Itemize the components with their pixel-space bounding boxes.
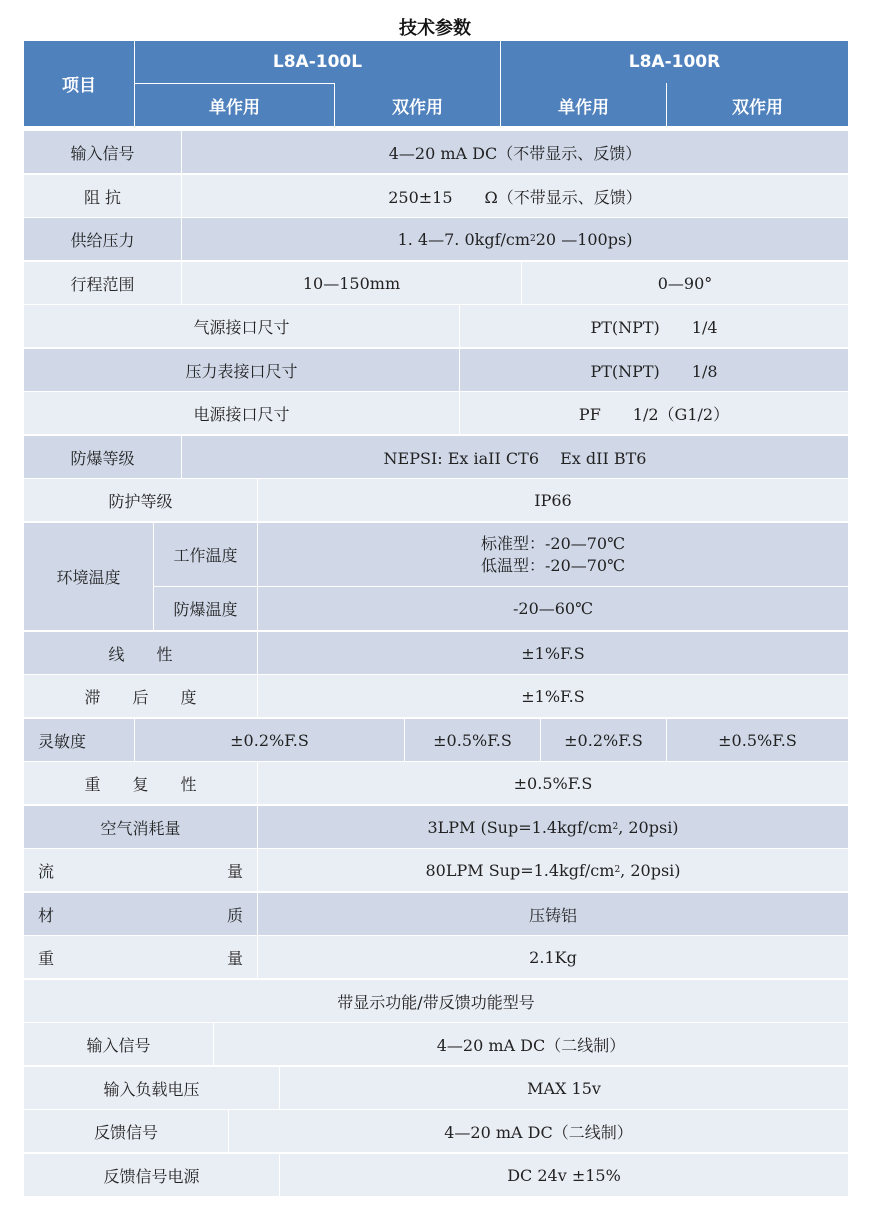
working-temp-label: 工作温度: [173, 546, 238, 565]
input-load-value: MAX 15v: [527, 1078, 601, 1098]
sensitivity-left-single: ±0.2%F.S: [230, 730, 309, 750]
row-ambient-temperature: [24, 523, 848, 630]
linearity-label: 线 性: [108, 644, 173, 664]
air-port-label: 气源接口尺寸: [193, 317, 290, 337]
display-input-signal-value: 4—20 mA DC（二线制）: [436, 1035, 626, 1055]
material-label: 材 质: [38, 905, 243, 925]
row-gauge-port: [24, 349, 848, 391]
protection-value: IP66: [534, 490, 572, 510]
power-port-value: PF 1/2（G1/2）: [578, 404, 730, 424]
supply-pressure-value: 1. 4—7. 0kgf/cm 2 20 —100ps): [397, 229, 633, 249]
display-input-signal-label: 输入信号: [86, 1035, 151, 1055]
air-port-value: PT(NPT) 1/4: [590, 317, 718, 337]
material-value: 压铸铝: [528, 905, 577, 925]
impedance-label: 阻 抗: [83, 187, 122, 207]
header-model-right: L8A-100R: [628, 52, 721, 72]
header-left-single: 单作用: [209, 97, 260, 118]
stroke-rotary-value: 0—90°: [657, 273, 713, 293]
row-display-section-title: [24, 980, 848, 1022]
power-port-label: 电源接口尺寸: [193, 404, 290, 424]
input-load-label: 输入负载电压: [103, 1079, 200, 1099]
explosion-temp-value: -20—60℃: [512, 599, 594, 618]
row-feedback-signal: [24, 1110, 848, 1152]
explosion-grade-label: 防爆等级: [70, 448, 135, 468]
row-power-port: [24, 392, 848, 434]
table-header: [24, 41, 848, 126]
header-model-left: L8A-100L: [272, 52, 363, 72]
row-hysteresis: [24, 675, 848, 717]
supply-pressure-label: 供给压力: [70, 230, 135, 250]
sensitivity-right-single: ±0.2%F.S: [564, 730, 643, 750]
hysteresis-value: ±1%F.S: [521, 686, 585, 706]
weight-value: 2.1Kg: [529, 947, 577, 967]
header-item: 项目: [62, 76, 96, 96]
header-right-single: 单作用: [558, 97, 609, 118]
hysteresis-label: 滞 后 度: [84, 687, 197, 707]
impedance-value: 250±15 Ω（不带显示、反馈）: [388, 187, 642, 207]
sensitivity-label: 灵敏度: [38, 731, 87, 751]
row-input-load-voltage: [24, 1067, 848, 1109]
header-left-double: 双作用: [392, 97, 443, 118]
row-material: [24, 893, 848, 935]
gauge-port-label: 压力表接口尺寸: [185, 361, 298, 381]
repeatability-value: ±0.5%F.S: [513, 773, 593, 793]
explosion-temp-label: 防爆温度: [173, 600, 238, 619]
gauge-port-value: PT(NPT) 1/8: [590, 361, 718, 381]
display-section-title: 带显示功能/带反馈功能型号: [337, 992, 535, 1012]
row-impedance: [24, 175, 848, 217]
feedback-power-value: DC 24v ±15%: [507, 1165, 621, 1185]
weight-label: 重 量: [38, 948, 243, 968]
flow-label: 流 量: [38, 861, 243, 881]
feedback-signal-value: 4—20 mA DC（二线制）: [444, 1122, 633, 1142]
feedback-signal-label: 反馈信号: [93, 1122, 158, 1142]
row-sensitivity: [24, 719, 848, 761]
row-repeatability: [24, 762, 848, 804]
header-right-double: 双作用: [732, 97, 783, 118]
row-feedback-power: [24, 1154, 848, 1196]
row-display-input-signal: [24, 1023, 848, 1065]
row-supply-pressure: [24, 218, 848, 260]
feedback-power-label: 反馈信号电源: [103, 1166, 200, 1186]
page-title: 技术参数: [399, 18, 471, 39]
row-flow: [24, 849, 848, 891]
row-input-signal: [24, 131, 848, 173]
explosion-grade-value: NEPSI: Ex iaII CT6 Ex dII BT6: [383, 448, 647, 468]
flow-value: 80LPM Sup=1.4kgf/cm 2 , 20psi): [425, 860, 681, 880]
working-temp-value: 标准型：-20—70℃ 低温型：-20—70℃: [480, 533, 626, 575]
ambient-temp-label: 环境温度: [56, 568, 121, 587]
input-signal-label: 输入信号: [70, 143, 135, 163]
stroke-linear-value: 10—150mm: [302, 273, 401, 293]
sensitivity-left-double: ±0.5%F.S: [433, 730, 512, 750]
row-air-port: [24, 305, 848, 347]
row-explosion-grade: [24, 436, 848, 478]
repeatability-label: 重 复 性: [84, 774, 197, 794]
row-linearity: [24, 632, 848, 674]
row-protection: [24, 479, 848, 521]
air-consumption-value: 3LPM (Sup=1.4kgf/cm 2 , 20psi): [427, 817, 679, 837]
row-air-consumption: [24, 806, 848, 848]
input-signal-value: 4—20 mA DC（不带显示、反馈）: [388, 143, 642, 163]
stroke-label: 行程范围: [70, 274, 135, 294]
row-weight: [24, 936, 848, 978]
row-stroke-range: [24, 262, 848, 304]
linearity-value: ±1%F.S: [521, 643, 585, 663]
air-consumption-label: 空气消耗量: [100, 818, 181, 838]
sensitivity-right-double: ±0.5%F.S: [718, 730, 797, 750]
protection-label: 防护等级: [108, 491, 173, 511]
